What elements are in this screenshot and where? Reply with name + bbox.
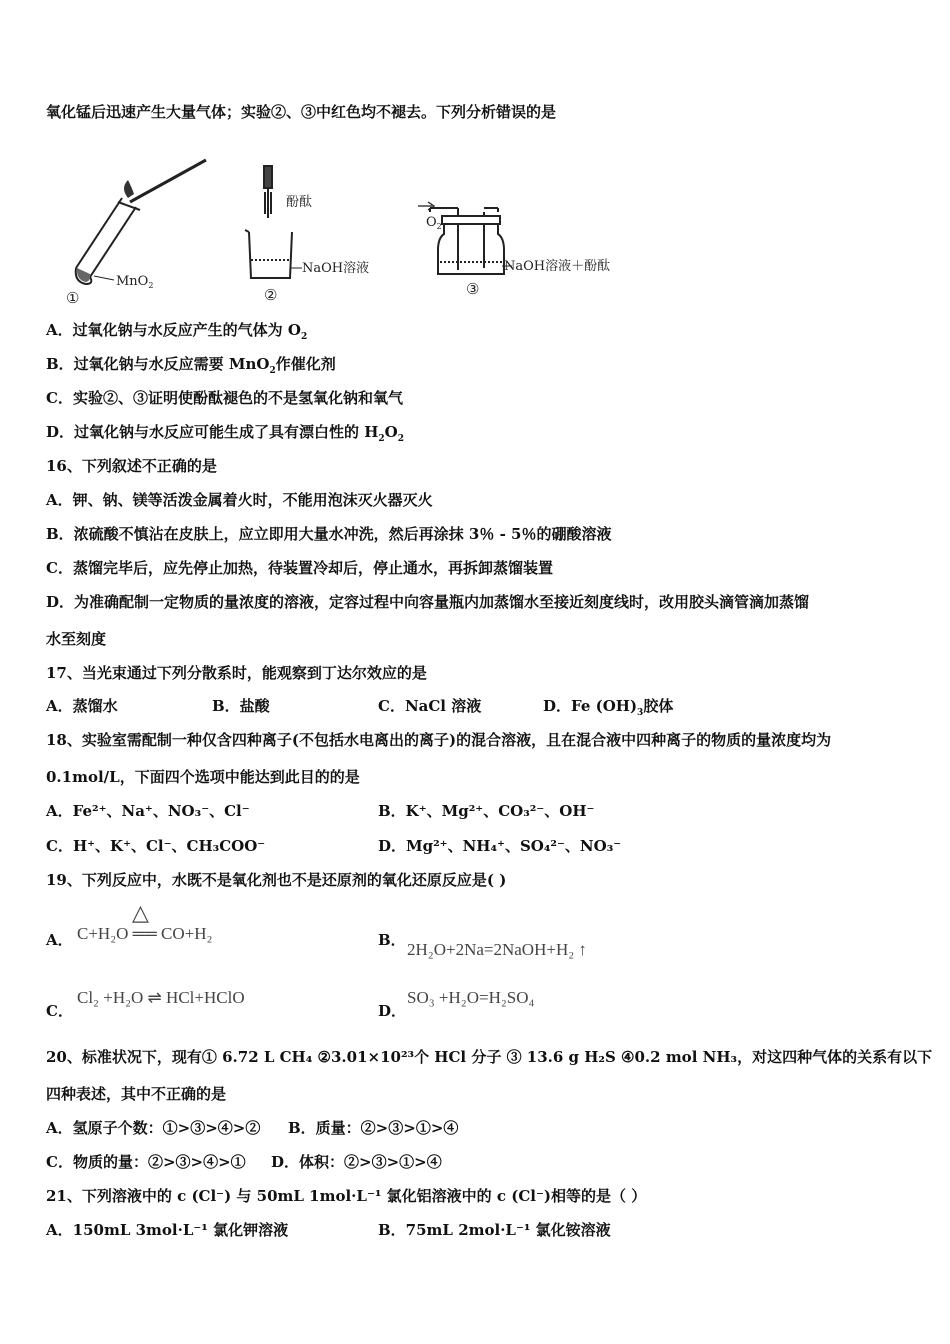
q19-formula-a: C+H₂O ══ CO+H₂ bbox=[77, 924, 213, 943]
q18-option-d: D．Mg²⁺、NH₄⁺、SO₄²⁻、NO₃⁻ bbox=[378, 837, 622, 855]
q19-option-c-label: C． bbox=[46, 1002, 73, 1020]
q18-option-b: B．K⁺、Mg²⁺、CO₃²⁻、OH⁻ bbox=[378, 802, 595, 820]
q15-option-c: C．实验②、③证明使酚酞褪色的不是氢氧化钠和氧气 bbox=[46, 389, 403, 407]
q20-stem-line2: 四种表述，其中不正确的是 bbox=[46, 1085, 227, 1103]
q16-option-c: C．蒸馏完毕后，应先停止加热，待装置冷却后，停止通水，再拆卸蒸馏装置 bbox=[46, 559, 553, 577]
q20-option-b: B．质量：②>③>①>④ bbox=[288, 1119, 459, 1137]
q19-option-a-label: A． bbox=[46, 931, 73, 949]
figure-num-1: ① bbox=[66, 289, 80, 307]
q15-option-d: D．过氧化钠与水反应可能生成了具有漂白性的 $H_2O_2$ bbox=[46, 423, 405, 444]
q16-option-a: A．钾、钠、镁等活泼金属着火时，不能用泡沫灭火器灭火 bbox=[46, 491, 433, 509]
q20-option-a: A．氢原子个数：①>③>④>② bbox=[46, 1119, 261, 1137]
q19-heat-symbol: △ bbox=[132, 900, 149, 925]
figure-num-2: ② bbox=[264, 286, 278, 304]
intro-text: 氧化锰后迅速产生大量气体；实验②、③中红色均不褪去。下列分析错误的是 bbox=[46, 103, 557, 121]
q16-option-d-line2: 水至刻度 bbox=[46, 630, 107, 648]
q19-formula-c: Cl₂ +H₂O ⇌ HCl+HClO bbox=[77, 988, 245, 1007]
q18-option-a: A．Fe²⁺、Na⁺、NO₃⁻、Cl⁻ bbox=[46, 802, 250, 820]
q19-option-d-label: D． bbox=[378, 1002, 407, 1020]
figure-label-naoh-phenol: NaOH溶液＋酚酞 bbox=[504, 259, 611, 274]
q20-option-c: C．物质的量：②>③>④>① bbox=[46, 1153, 246, 1171]
q17-option-b: B．盐酸 bbox=[212, 697, 270, 715]
q19-option-b-label: B． bbox=[378, 931, 406, 949]
figure-label-mno2: MnO$_2$ bbox=[116, 274, 154, 290]
experiment-figure bbox=[46, 150, 666, 310]
q21-option-a: A．150mL 3mol·L⁻¹ 氯化钾溶液 bbox=[46, 1221, 289, 1239]
q18-stem-line2: 0.1mol/L，下面四个选项中能达到此目的的是 bbox=[46, 768, 360, 786]
beaker-apparatus bbox=[245, 166, 302, 278]
q18-stem-line1: 18、实验室需配制一种仅含四种离子(不包括水电离出的离子)的混合溶液，且在混合液中四种离子的物质的量浓度均为 bbox=[46, 731, 832, 749]
q19-formula-d: SO₃ +H₂O=H₂SO₄ bbox=[407, 988, 535, 1007]
q17-option-a: A．蒸馏水 bbox=[46, 697, 118, 715]
q21-stem: 21、下列溶液中的 c (Cl⁻) 与 50mL 1mol·L⁻¹ 氯化铝溶液中的 c (Cl⁻)相等的是（ ） bbox=[46, 1187, 647, 1205]
gas-bottle-apparatus bbox=[418, 202, 512, 274]
q16-option-b: B．浓硫酸不慎沾在皮肤上，应立即用大量水冲洗，然后再涂抹 3％ - 5％的硼酸溶液 bbox=[46, 525, 612, 543]
q21-option-b: B．75mL 2mol·L⁻¹ 氯化铵溶液 bbox=[378, 1221, 611, 1239]
q17-stem: 17、当光束通过下列分散系时，能观察到丁达尔效应的是 bbox=[46, 664, 427, 682]
q16-option-d-line1: D．为准确配制一定物质的量浓度的溶液，定容过程中向容量瓶内加蒸馏水至接近刻度线时，改用胶头滴管滴加蒸馏 bbox=[46, 593, 810, 611]
q18-option-c: C．H⁺、K⁺、Cl⁻、CH₃COO⁻ bbox=[46, 837, 266, 855]
q16-stem: 16、下列叙述不正确的是 bbox=[46, 457, 217, 475]
q20-stem-line1: 20、标准状况下，现有① 6.72 L CH₄ ②3.01×10²³个 HCl 分子 ③ 13.6 g H₂S ④0.2 mol NH₃，对这四种气体的关系有以下 bbox=[46, 1048, 933, 1066]
figure-label-naoh: NaOH溶液 bbox=[302, 261, 370, 276]
q19-formula-b: 2H₂O+2Na=2NaOH+H₂ ↑ bbox=[407, 940, 587, 959]
q15-option-a: A．过氧化钠与水反应产生的气体为 $O_2$ bbox=[46, 321, 308, 342]
figure-label-phenolphthalein: 酚酞 bbox=[286, 195, 313, 210]
q20-option-d: D．体积：②>③>①>④ bbox=[271, 1153, 442, 1171]
test-tube-apparatus bbox=[76, 160, 206, 284]
q17-option-c: C．NaCl 溶液 bbox=[378, 697, 482, 715]
figure-num-3: ③ bbox=[466, 280, 480, 298]
figure-label-o2: $O_2$ bbox=[426, 215, 442, 231]
q19-stem: 19、下列反应中，水既不是氧化剂也不是还原剂的氧化还原反应是( ) bbox=[46, 871, 507, 889]
q17-option-d: D．Fe $(OH)_3$胶体 bbox=[543, 697, 674, 718]
q15-option-b: B．过氧化钠与水反应需要 MnO$_2$作催化剂 bbox=[46, 355, 336, 376]
